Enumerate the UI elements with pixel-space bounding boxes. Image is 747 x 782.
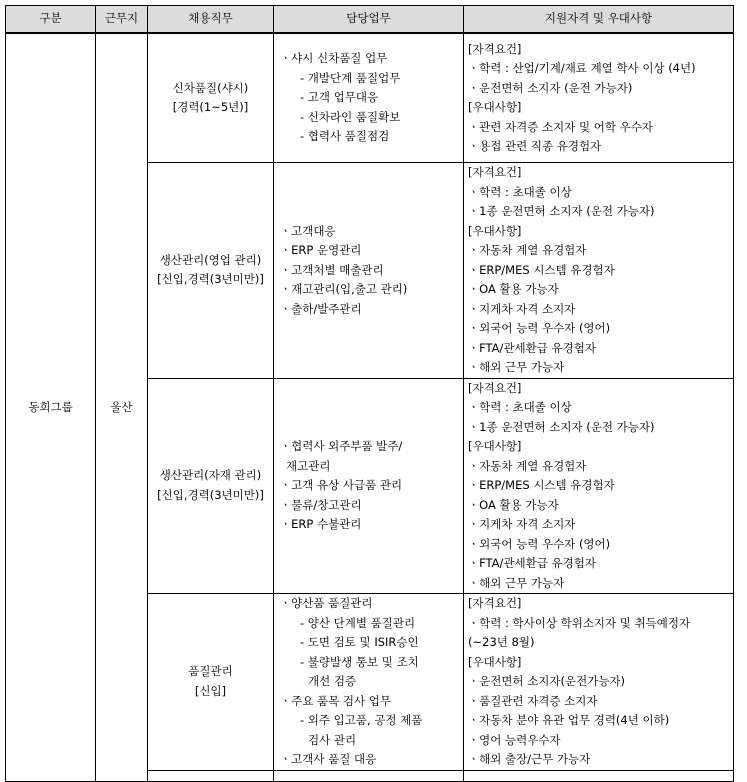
qual-line: ㆍ1종 운전면허 소지자 (운전 가능자)	[468, 419, 655, 434]
qual-line: ㆍ자동차 계열 유경험자	[468, 458, 587, 473]
qual-line: ㆍERP/MES 시스템 유경험자	[468, 262, 615, 277]
qual-line: ㆍ외국어 능력 우수자 (영어)	[468, 321, 611, 335]
duty-line: - 개발단계 품질업무	[300, 70, 401, 85]
duty-line: ㆍERP 수불관리	[280, 517, 362, 531]
qual-line: ㆍ지게차 자격 소지자	[468, 517, 576, 531]
duty-line: ㆍ협력사 외주부품 발주/	[280, 439, 403, 453]
duty-line: 검사 관리	[308, 732, 357, 747]
duty-line: - 협력사 품질점검	[300, 129, 390, 144]
position-type: [신입]	[194, 683, 227, 698]
qual-line: ㆍ해외 근무 가능자	[468, 360, 565, 374]
qual-line: [자격요건]	[468, 380, 522, 395]
qual-line: ㆍ품질관련 자격증 소지자	[468, 693, 598, 708]
position-cell-empty	[148, 770, 274, 781]
header-qualifications: 지원자격 및 우대사항	[464, 6, 734, 34]
duty-line: ㆍ재고관리(입,출고 관리)	[280, 282, 408, 296]
position-title: 신차품질(샤시)	[172, 80, 249, 95]
qual-line: ㆍ학력 : 학사이상 학위소지자 및 취득예정자	[468, 615, 691, 630]
qual-line: [우대사항]	[468, 439, 522, 453]
qual-line: ㆍ영어 능력우수자	[468, 732, 561, 747]
qualifications-cell	[464, 378, 734, 594]
duty-line: ㆍ출하/발주관리	[280, 301, 362, 316]
qual-line: [자격요건]	[468, 596, 522, 610]
position-cell	[148, 378, 274, 594]
qual-line: ㆍ해외 출장/근무 가능자	[468, 752, 591, 766]
table-row	[6, 33, 734, 163]
duty-line: ㆍ양산품 품질관리	[280, 596, 373, 610]
qual-line: [자격요건]	[468, 165, 522, 179]
qual-line: ㆍ해외 근무 가능자	[468, 575, 565, 590]
header-category: 구분	[6, 6, 96, 34]
qual-line: ㆍ외국어 능력 우수자 (영어)	[468, 536, 611, 551]
duty-line: - 도면 검토 및 ISIR승인	[300, 635, 419, 649]
duties-cell-empty	[274, 770, 464, 781]
position-cell	[148, 33, 274, 163]
position-title: 생산관리(영업 관리)	[159, 252, 262, 267]
recruitment-table	[5, 5, 734, 782]
category-cell: 동희그룹	[6, 33, 96, 781]
qual-line: ㆍ자동차 계열 유경험자	[468, 243, 587, 257]
qual-line: ㆍ자동차 분야 유관 업무 경력(4년 이하)	[468, 713, 670, 727]
duty-line: - 신차라인 품질확보	[300, 109, 401, 124]
qualifications-cell-empty	[464, 770, 734, 781]
qual-line: [우대사항]	[468, 223, 522, 238]
qualifications-cell	[464, 33, 734, 163]
header-duties: 담당업무	[274, 6, 464, 34]
duty-line: ㆍ고객대응	[280, 223, 336, 238]
qual-line: ㆍ운전면허 소지자 (운전 가능자)	[468, 80, 633, 95]
position-cell	[148, 594, 274, 771]
qualifications-cell	[464, 594, 734, 771]
qual-line: ㆍOA 활용 가능자	[468, 282, 559, 296]
duties-cell	[274, 163, 464, 379]
qual-line: (~23년 8월)	[468, 635, 535, 649]
qual-line: [우대사항]	[468, 100, 522, 114]
duties-cell	[274, 33, 464, 163]
position-title: 품질관리	[188, 664, 233, 679]
table-header-row	[6, 6, 734, 34]
qual-line: ㆍ학력 : 초대졸 이상	[468, 400, 572, 414]
qual-line: ㆍ용접 관련 직종 유경험자	[468, 139, 602, 153]
duty-line: - 외주 입고품, 공정 제품	[300, 713, 423, 727]
qualifications-cell	[464, 163, 734, 379]
duty-line: 재고관리	[286, 458, 331, 473]
duty-line: ㆍ고객 유상 사급품 관리	[280, 478, 403, 492]
duty-line: - 양산 단계별 품질관리	[300, 615, 416, 630]
position-type: [신입,경력(3년미만)]	[157, 487, 264, 502]
position-type: [신입,경력(3년미만)]	[157, 272, 264, 287]
qual-line: ㆍOA 활용 가능자	[468, 497, 559, 512]
qual-line: ㆍFTA/관세환급 유경험자	[468, 340, 596, 355]
duty-line: ㆍ샤시 신차품질 업무	[280, 51, 388, 66]
duty-line: 개선 검증	[308, 674, 357, 688]
location-cell: 울산	[96, 33, 148, 781]
duty-line: ㆍ주요 품목 검사 업무	[280, 693, 391, 708]
qual-line: ㆍ학력 : 산업/기계/재료 계열 학사 이상 (4년)	[468, 61, 696, 75]
qual-line: ㆍERP/MES 시스템 유경험자	[468, 478, 615, 492]
duty-line: - 고객 업무대응	[300, 90, 379, 105]
qual-line: ㆍ관련 자격증 소지자 및 어학 우수자	[468, 119, 653, 134]
qual-line: ㆍ1종 운전면허 소지자 (운전 가능자)	[468, 204, 655, 218]
duty-line: - 불량발생 통보 및 조치	[300, 654, 419, 669]
duties-cell	[274, 378, 464, 594]
duty-line: ㆍERP 운영관리	[280, 243, 362, 257]
position-title: 생산관리(자재 관리)	[159, 468, 262, 483]
qual-line: ㆍ지게차 자격 소지자	[468, 301, 576, 316]
position-cell	[148, 163, 274, 379]
duty-line: ㆍ물류/창고관리	[280, 497, 362, 512]
duty-line: ㆍ고객사 품질 대응	[280, 752, 377, 766]
qual-line: ㆍ운전면허 소지자(운전가능자)	[468, 674, 626, 688]
qual-line: [자격요건]	[468, 41, 522, 56]
duties-cell	[274, 594, 464, 771]
qual-line: ㆍFTA/관세환급 유경험자	[468, 556, 596, 570]
position-type: [경력(1~5년)]	[172, 100, 249, 114]
header-location: 근무지	[96, 6, 148, 34]
header-position: 채용직무	[148, 6, 274, 34]
duty-line: ㆍ고객처별 매출관리	[280, 262, 384, 277]
qual-line: ㆍ학력 : 초대졸 이상	[468, 184, 572, 199]
qual-line: [우대사항]	[468, 654, 522, 669]
